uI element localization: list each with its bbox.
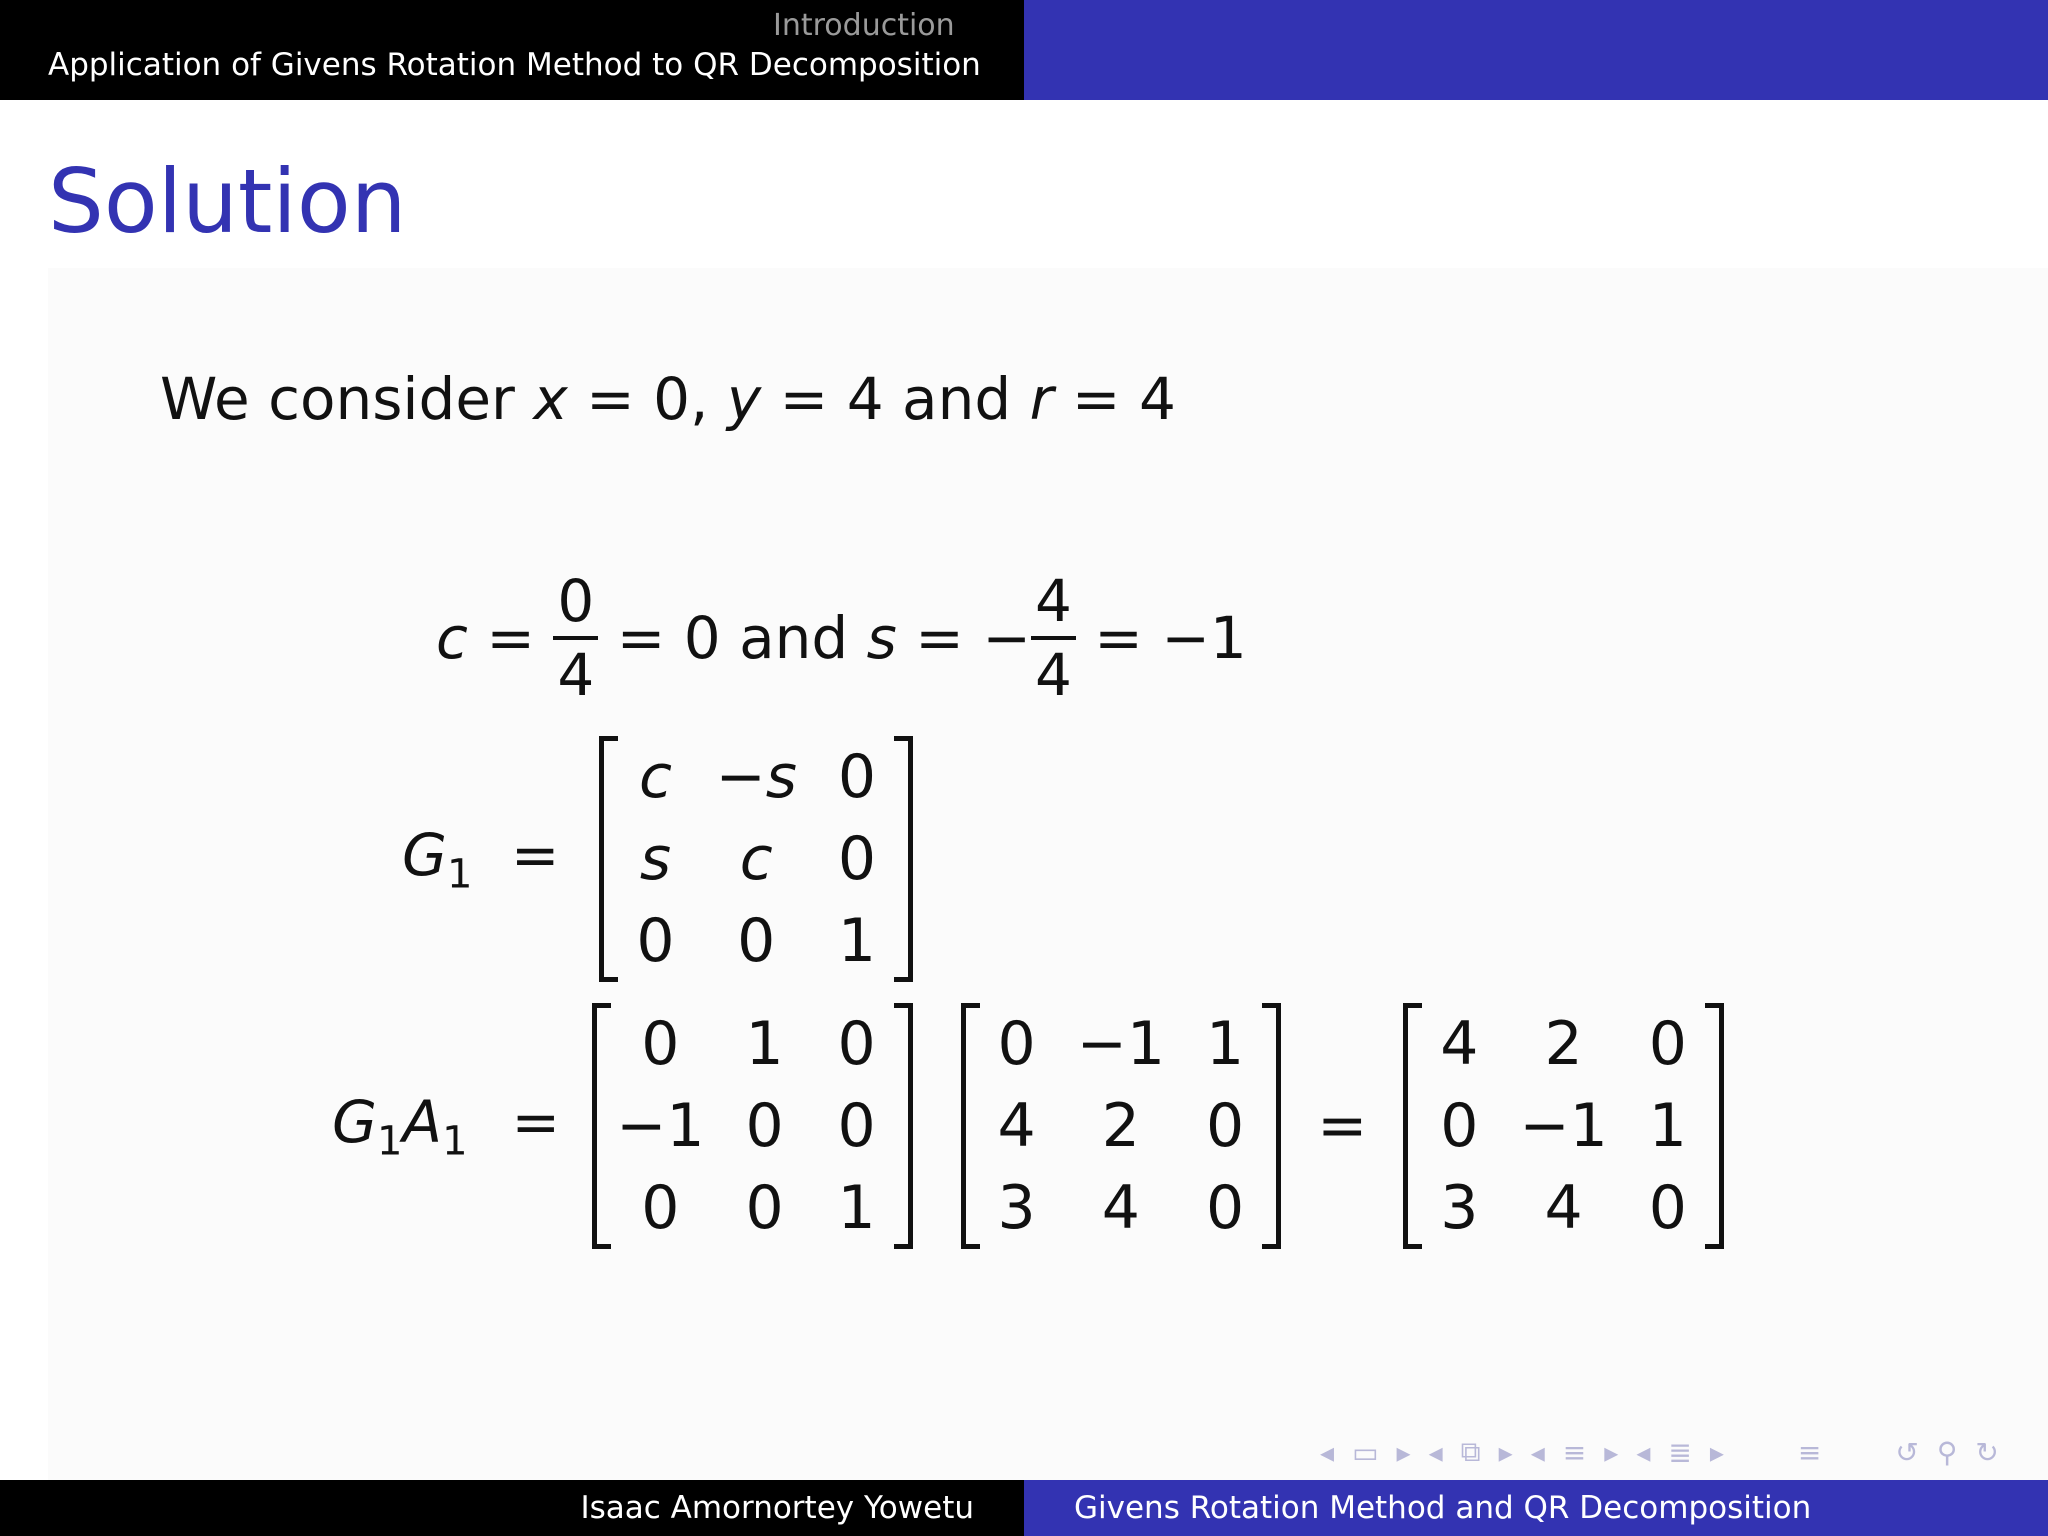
g1-equals: = bbox=[492, 820, 560, 889]
matrix-cell: c bbox=[638, 742, 672, 812]
matrix-cell: 0 bbox=[837, 1009, 876, 1079]
nav-redo-icon[interactable]: ↻ bbox=[1975, 1435, 1999, 1469]
matrix-cell: 0 bbox=[1205, 1173, 1245, 1243]
g1-definition bbox=[402, 736, 913, 982]
navigation-symbols bbox=[1320, 1432, 1999, 1472]
fraction-s-denominator: 4 bbox=[1031, 636, 1076, 704]
matrix-cell: −1 bbox=[1519, 1091, 1608, 1161]
matrix-cell: 0 bbox=[837, 1091, 876, 1161]
matrix-cell: 1 bbox=[1205, 1009, 1245, 1079]
cos-sin-equation bbox=[436, 567, 1247, 709]
equals-sign: = bbox=[467, 604, 554, 672]
nav-prev-part-icon[interactable]: ◂ bbox=[1636, 1435, 1651, 1469]
g1-label bbox=[402, 821, 559, 898]
product-label bbox=[332, 1088, 560, 1165]
matrix-cell: 0 bbox=[641, 1173, 680, 1243]
fraction-s-numerator: 4 bbox=[1034, 567, 1072, 635]
product-equation bbox=[332, 1003, 1724, 1249]
matrix-cell: 1 bbox=[837, 906, 877, 976]
var-x: x bbox=[533, 365, 568, 433]
matrix-cell: 0 bbox=[997, 1009, 1036, 1079]
matrix-cell: −s bbox=[715, 742, 797, 812]
nav-prev-frame-icon[interactable]: ◂ bbox=[1320, 1435, 1335, 1469]
matrix-cell: 4 bbox=[997, 1091, 1036, 1161]
footer-short-title: Givens Rotation Method and QR Decomposition bbox=[1074, 1490, 1812, 1526]
fraction-c bbox=[553, 567, 598, 709]
matrix-cell: 0 bbox=[737, 906, 776, 976]
matrix-cell: 4 bbox=[1544, 1173, 1583, 1243]
matrix-cell: 1 bbox=[745, 1009, 784, 1079]
a-subscript: 1 bbox=[442, 1118, 468, 1165]
header-section-name[interactable]: Introduction bbox=[773, 8, 955, 43]
footer-left-bar bbox=[0, 1480, 1024, 1536]
frame-title: Solution bbox=[48, 150, 407, 253]
matrix-cell: 3 bbox=[997, 1173, 1036, 1243]
equation-end-text: = −1 bbox=[1075, 604, 1247, 672]
a1-matrix bbox=[961, 1003, 1281, 1249]
nav-search-icon[interactable]: ⚲ bbox=[1936, 1435, 1958, 1469]
header-right-bar bbox=[1024, 0, 2048, 100]
matrix-cell: 0 bbox=[837, 824, 877, 894]
statement-text-1: We consider bbox=[160, 365, 534, 433]
matrix-cell: 2 bbox=[1101, 1091, 1140, 1161]
var-r: r bbox=[1029, 365, 1054, 433]
matrix-cell: 2 bbox=[1544, 1009, 1583, 1079]
matrix-cell: 0 bbox=[745, 1173, 784, 1243]
nav-part-icon[interactable]: ≣ bbox=[1668, 1435, 1692, 1469]
g-letter: G bbox=[332, 1087, 377, 1156]
nav-section-icon[interactable]: ≡ bbox=[1562, 1435, 1587, 1469]
fraction-c-numerator: 0 bbox=[557, 567, 595, 635]
g1-subscript: 1 bbox=[446, 851, 473, 898]
matrix-cell: 0 bbox=[641, 1009, 680, 1079]
matrix-cell: 0 bbox=[636, 906, 675, 976]
g1-letter: G bbox=[402, 820, 447, 889]
matrix-cell: −1 bbox=[616, 1091, 705, 1161]
matrix-cell: 0 bbox=[1205, 1091, 1245, 1161]
equals-minus: = − bbox=[896, 604, 1031, 672]
rotation-matrix bbox=[592, 1003, 912, 1249]
matrix-cell: −1 bbox=[1076, 1009, 1166, 1079]
nav-next-frame-icon[interactable]: ▸ bbox=[1396, 1435, 1411, 1469]
nav-undo-icon[interactable]: ↺ bbox=[1895, 1435, 1919, 1469]
result-matrix bbox=[1403, 1003, 1723, 1249]
fraction-c-denominator: 4 bbox=[553, 636, 598, 704]
matrix-cell: c bbox=[739, 824, 773, 894]
nav-next-section-icon[interactable]: ▸ bbox=[1604, 1435, 1619, 1469]
matrix-cell: s bbox=[639, 824, 672, 894]
result-equals: = bbox=[1317, 1091, 1368, 1161]
nav-subsection-icon[interactable]: ⧉ bbox=[1460, 1435, 1481, 1468]
nav-next-subsection-icon[interactable]: ▸ bbox=[1498, 1435, 1513, 1469]
matrix-cell: 0 bbox=[1648, 1009, 1687, 1079]
header-left-bar bbox=[0, 0, 1024, 100]
statement-text-3: = 4 and bbox=[761, 365, 1030, 433]
matrix-cell: 0 bbox=[1648, 1173, 1687, 1243]
matrix-cell: 3 bbox=[1440, 1173, 1479, 1243]
statement-text-4: = 4 bbox=[1053, 365, 1176, 433]
nav-frame-icon[interactable]: ▭ bbox=[1352, 1435, 1379, 1469]
a-letter: A bbox=[402, 1087, 443, 1156]
matrix-cell: 4 bbox=[1101, 1173, 1140, 1243]
product-equals: = bbox=[511, 1087, 561, 1156]
nav-next-part-icon[interactable]: ▸ bbox=[1709, 1435, 1724, 1469]
equation-middle-text: = 0 and bbox=[598, 604, 867, 672]
var-s: s bbox=[866, 604, 897, 672]
matrix-cell: 0 bbox=[837, 742, 877, 812]
matrix-cell: 0 bbox=[745, 1091, 784, 1161]
footer-author: Isaac Amornortey Yowetu bbox=[580, 1490, 974, 1526]
nav-toc-icon[interactable]: ≡ bbox=[1797, 1435, 1822, 1469]
g1-matrix bbox=[599, 736, 913, 982]
g-subscript: 1 bbox=[376, 1118, 403, 1165]
statement-text-2: = 0, bbox=[567, 365, 727, 433]
matrix-cell: 4 bbox=[1440, 1009, 1479, 1079]
footer-right-bar bbox=[1024, 1480, 2048, 1536]
header-presentation-title[interactable]: Application of Givens Rotation Method to QR Decomposition bbox=[48, 47, 981, 83]
matrix-cell: 1 bbox=[1648, 1091, 1687, 1161]
fraction-s bbox=[1031, 567, 1076, 709]
var-y: y bbox=[726, 365, 762, 433]
nav-prev-subsection-icon[interactable]: ◂ bbox=[1428, 1435, 1443, 1469]
nav-prev-section-icon[interactable]: ◂ bbox=[1530, 1435, 1545, 1469]
matrix-cell: 1 bbox=[837, 1173, 876, 1243]
frame-body bbox=[48, 268, 2048, 1480]
var-c: c bbox=[436, 604, 468, 672]
matrix-cell: 0 bbox=[1440, 1091, 1479, 1161]
statement-line bbox=[160, 365, 1176, 433]
